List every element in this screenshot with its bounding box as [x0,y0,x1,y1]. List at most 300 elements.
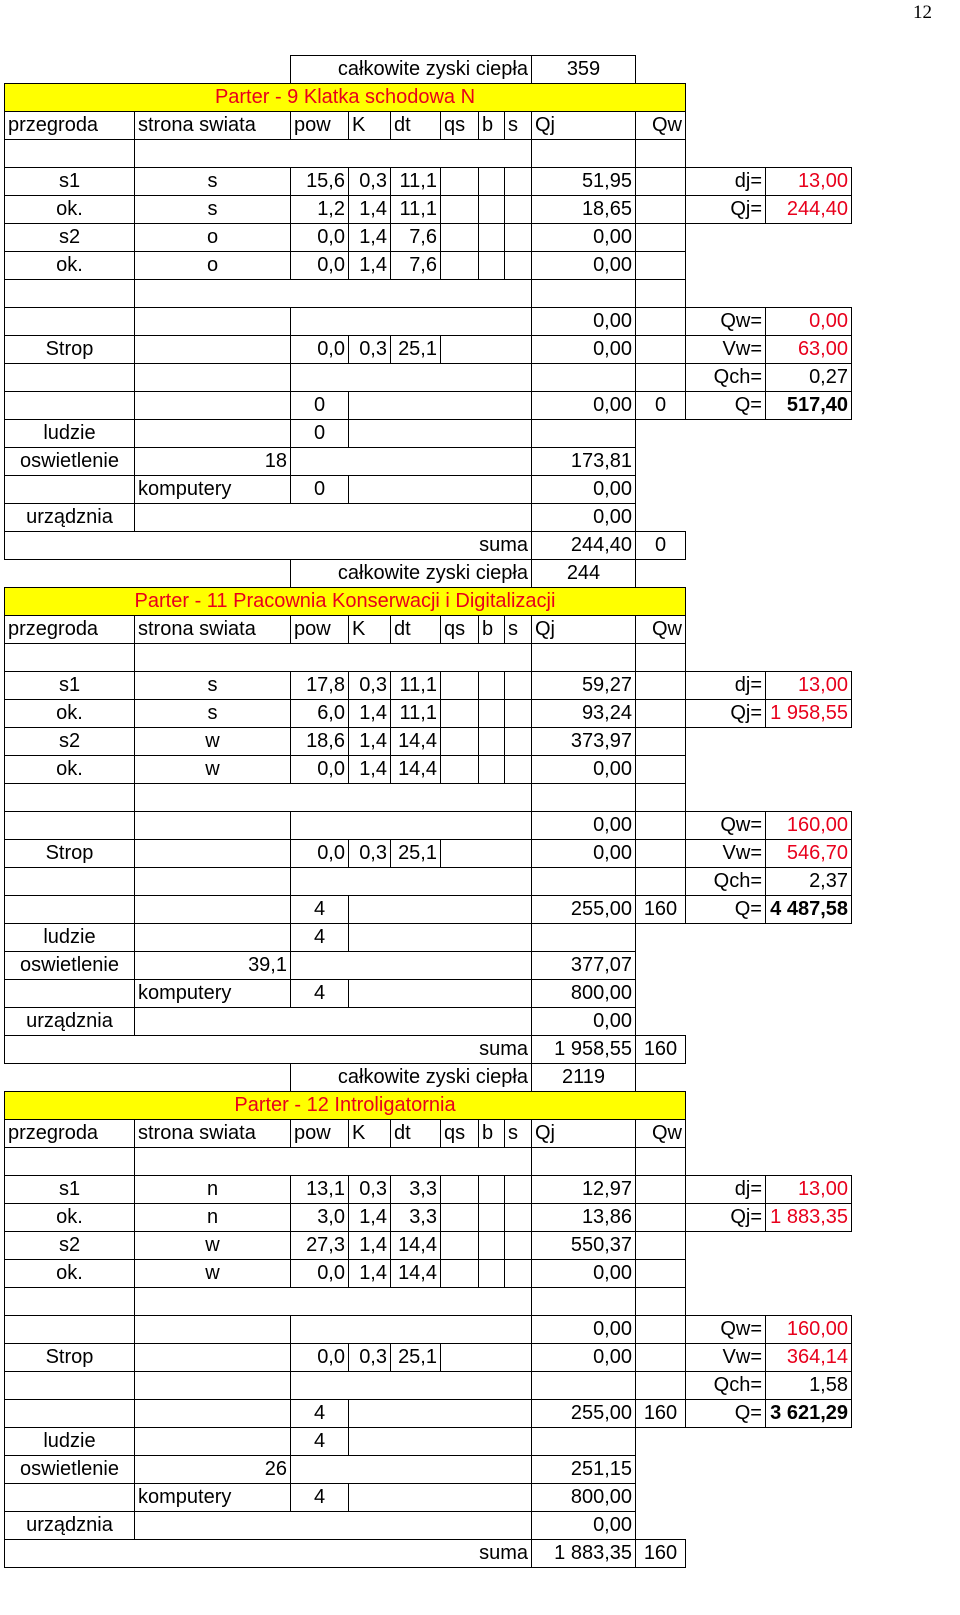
wall-row [5,728,852,756]
empty-cell [636,196,686,224]
param-value-Vw: 546,70 [766,840,852,868]
param-label-Qw: Qw= [686,1316,766,1344]
empty-cell [5,56,291,84]
wall-row [5,672,852,700]
empty-cell [505,252,532,280]
wall-row [5,1232,852,1260]
empty-cell [686,112,852,140]
empty-cell [349,1400,532,1428]
empty-cell [636,1428,852,1456]
wall-qj: 93,24 [532,700,636,728]
wall-k: 1,4 [349,196,391,224]
wall-dt: 14,4 [391,1260,441,1288]
empty-cell [349,420,532,448]
empty-cell [441,252,479,280]
empty-cell [636,560,852,588]
empty-cell [5,476,135,504]
header-qj: Qj [532,1120,636,1148]
strop-row [5,336,852,364]
empty-cell [5,980,135,1008]
sum-qw: 0 [636,532,686,560]
wall-k: 0,3 [349,168,391,196]
empty-cell [686,1540,852,1568]
empty-cell [636,1148,686,1176]
wall-row [5,1176,852,1204]
total-gains-row [5,1064,852,1092]
wall-k: 1,4 [349,224,391,252]
empty-cell [135,420,291,448]
empty-cell [636,140,686,168]
wall-name: s2 [5,224,135,252]
empty-cell [5,812,135,840]
empty-cell [636,168,686,196]
empty-cell [135,840,291,868]
header-przegroda: przegroda [5,112,135,140]
empty-cell [636,1176,686,1204]
strop-area: 0,0 [291,840,349,868]
empty-cell [349,896,532,924]
sum-label: suma [5,1036,532,1064]
empty-cell [636,868,686,896]
strop-k: 0,3 [349,1344,391,1372]
empty-cell [532,1428,636,1456]
empty-cell [135,1372,291,1400]
empty-cell [505,224,532,252]
wall-row [5,1260,852,1288]
wall-dt: 11,1 [391,196,441,224]
lighting-value: 18 [135,448,291,476]
occupancy-qw: 0 [636,392,686,420]
param-label-Qj: Qj= [686,1204,766,1232]
strop-area: 0,0 [291,336,349,364]
wall-k: 0,3 [349,1176,391,1204]
empty-cell [291,868,532,896]
occupancy-qj: 255,00 [532,1400,636,1428]
occupancy-qj: 255,00 [532,896,636,924]
empty-cell [636,252,686,280]
header-b: b [479,616,505,644]
empty-cell [505,1176,532,1204]
wall-side: w [135,756,291,784]
header-s: s [505,112,532,140]
occupancy-qj: 0,00 [532,392,636,420]
wall-side: s [135,196,291,224]
empty-cell [5,1288,135,1316]
people-row [5,924,852,952]
empty-cell [479,672,505,700]
wall-name: ok. [5,756,135,784]
total-gains-label: całkowite zyski ciepła [291,560,532,588]
param-label-Q: Q= [686,896,766,924]
empty-cell [636,56,852,84]
empty-cell [135,1512,532,1540]
empty-cell [135,1008,532,1036]
empty-cell [636,980,852,1008]
empty-cell [636,728,686,756]
wall-k: 1,4 [349,1204,391,1232]
wall-side: n [135,1176,291,1204]
empty-cell [441,1176,479,1204]
devices-qj: 0,00 [532,1008,636,1036]
empty-cell [636,644,686,672]
wall-name: s1 [5,1176,135,1204]
empty-cell [135,504,532,532]
total-gains-value: 2119 [532,1064,636,1092]
empty-cell [5,644,135,672]
empty-cell [505,672,532,700]
empty-cell [686,784,852,812]
empty-cell [636,476,852,504]
lighting-row [5,952,852,980]
param-value-Qch: 2,37 [766,868,852,896]
wall-dt: 11,1 [391,672,441,700]
empty-cell [636,1456,852,1484]
section-title-row [5,1092,852,1120]
header-qs: qs [441,112,479,140]
wall-area: 0,0 [291,1260,349,1288]
wall-row [5,700,852,728]
empty-cell [349,1428,532,1456]
header-dt: dt [391,112,441,140]
header-pow: pow [291,1120,349,1148]
header-k: K [349,616,391,644]
total-gains-row [5,560,852,588]
empty-cell [636,1484,852,1512]
param-value-Qj: 244,40 [766,196,852,224]
devices-row [5,504,852,532]
wall-name: s2 [5,1232,135,1260]
empty-cell [441,756,479,784]
empty-cell [349,1484,532,1512]
header-qw: Qw [636,1120,686,1148]
occupancy-count: 4 [291,1400,349,1428]
total-gains-value: 359 [532,56,636,84]
wall-area: 0,0 [291,252,349,280]
computers-row [5,476,852,504]
empty-cell [291,308,532,336]
total-gains-value: 244 [532,560,636,588]
wall-k: 1,4 [349,700,391,728]
empty-cell [636,308,686,336]
strop-dt: 25,1 [391,840,441,868]
empty-cell [291,1316,532,1344]
empty-cell [505,196,532,224]
sum-row [5,1036,852,1064]
wall-area: 18,6 [291,728,349,756]
empty-cell [686,644,852,672]
param-value-Qw: 0,00 [766,308,852,336]
empty-cell [636,1064,852,1092]
empty-cell [135,1428,291,1456]
param-value-dj: 13,00 [766,168,852,196]
lighting-qj: 377,07 [532,952,636,980]
empty-cell [135,336,291,364]
wall-qj: 18,65 [532,196,636,224]
wall-side: n [135,1204,291,1232]
empty-cell [479,1232,505,1260]
wall-name: ok. [5,252,135,280]
empty-cell [5,560,291,588]
empty-cell [441,1260,479,1288]
empty-cell [479,252,505,280]
wall-side: s [135,672,291,700]
sum-label: suma [5,1540,532,1568]
param-label-Vw: Vw= [686,336,766,364]
sum-qj: 244,40 [532,532,636,560]
empty-cell [135,1316,291,1344]
empty-cell [5,896,135,924]
empty-cell [135,924,291,952]
spacer-row [5,364,852,392]
empty-cell [686,224,852,252]
empty-cell [532,1288,636,1316]
empty-cell [686,1232,852,1260]
empty-cell [291,448,532,476]
occupancy-count: 4 [291,896,349,924]
wall-dt: 14,4 [391,1232,441,1260]
empty-cell [479,1260,505,1288]
param-label-Qj: Qj= [686,700,766,728]
wall-qj: 373,97 [532,728,636,756]
empty-cell [479,196,505,224]
strop-k: 0,3 [349,840,391,868]
people-label: ludzie [5,1428,135,1456]
header-b: b [479,1120,505,1148]
param-label-dj: dj= [686,672,766,700]
header-qs: qs [441,616,479,644]
wall-qj: 0,00 [532,224,636,252]
wall-dt: 14,4 [391,728,441,756]
empty-cell [5,1372,135,1400]
wall-name: s1 [5,168,135,196]
spacer-row [5,1288,852,1316]
wall-name: ok. [5,196,135,224]
header-przegroda: przegroda [5,616,135,644]
empty-cell [291,1456,532,1484]
header-row [5,112,852,140]
empty-cell [686,252,852,280]
computers-qj: 800,00 [532,1484,636,1512]
empty-cell [5,1400,135,1428]
wall-dt: 3,3 [391,1204,441,1232]
empty-cell [532,1148,636,1176]
lighting-value: 39,1 [135,952,291,980]
empty-cell [532,868,636,896]
empty-cell [349,924,532,952]
wall-area: 17,8 [291,672,349,700]
param-value-Qj: 1 958,55 [766,700,852,728]
computers-row [5,1484,852,1512]
empty-cell [636,1344,686,1372]
wall-name: ok. [5,1260,135,1288]
header-strona: strona swiata [135,1120,291,1148]
wall-qj: 0,00 [532,756,636,784]
empty-cell [135,308,291,336]
wall-area: 27,3 [291,1232,349,1260]
param-label-Qch: Qch= [686,868,766,896]
param-value-Qj: 1 883,35 [766,1204,852,1232]
empty-cell [686,1120,852,1148]
empty-cell [532,1372,636,1400]
wall-area: 13,1 [291,1176,349,1204]
lighting-label: oswietlenie [5,1456,135,1484]
empty-cell [479,728,505,756]
header-qj: Qj [532,616,636,644]
strop-qj: 0,00 [532,336,636,364]
empty-cell [505,728,532,756]
header-qw: Qw [636,616,686,644]
lighting-label: oswietlenie [5,448,135,476]
empty-cell [5,1484,135,1512]
empty-cell [291,364,532,392]
empty-cell [686,1148,852,1176]
empty-cell [441,336,532,364]
wall-dt: 11,1 [391,700,441,728]
empty-cell [479,1204,505,1232]
empty-cell [686,616,852,644]
strop-qj: 0,00 [532,1344,636,1372]
empty-cell [636,840,686,868]
wall-row [5,168,852,196]
empty-cell [636,1008,852,1036]
wall-k: 1,4 [349,1260,391,1288]
header-b: b [479,112,505,140]
wall-dt: 3,3 [391,1176,441,1204]
computers-count: 4 [291,1484,349,1512]
empty-cell [5,1064,291,1092]
people-label: ludzie [5,420,135,448]
computers-label: komputery [135,1484,291,1512]
param-label-Q: Q= [686,1400,766,1428]
computers-qj: 0,00 [532,476,636,504]
wall-qj: 59,27 [532,672,636,700]
wall-row [5,196,852,224]
empty-cell [636,924,852,952]
devices-qj: 0,00 [532,1512,636,1540]
section-title: Parter - 12 Introligatornia [5,1092,686,1120]
empty-cell [636,1372,686,1400]
wall-name: s1 [5,672,135,700]
header-pow: pow [291,616,349,644]
wall-qj: 550,37 [532,1232,636,1260]
empty-cell [349,980,532,1008]
param-value-Q: 517,40 [766,392,852,420]
spacer-row [5,868,852,896]
wall-side: w [135,1232,291,1260]
empty-cell [636,280,686,308]
empty-cell [636,812,686,840]
strop-dt: 25,1 [391,336,441,364]
empty-cell [686,588,852,616]
empty-cell [135,1288,532,1316]
strop-dt: 25,1 [391,1344,441,1372]
empty-cell [636,756,686,784]
empty-cell [441,1344,532,1372]
empty-cell [636,1204,686,1232]
empty-cell [636,224,686,252]
param-label-Qw: Qw= [686,308,766,336]
people-label: ludzie [5,924,135,952]
spacer-row [5,1372,852,1400]
sum-qj: 1 958,55 [532,1036,636,1064]
param-value-dj: 13,00 [766,1176,852,1204]
empty-cell [636,420,852,448]
empty-cell [5,308,135,336]
empty-cell [441,672,479,700]
empty-cell [5,140,135,168]
empty-cell [5,364,135,392]
empty-cell [532,280,636,308]
empty-cell [135,1400,291,1428]
empty-cell [686,280,852,308]
strop-row [5,1344,852,1372]
occupancy-row [5,1400,852,1428]
header-qj: Qj [532,112,636,140]
subtotal-qj: 0,00 [532,308,636,336]
section-title-row [5,588,852,616]
empty-cell [532,140,636,168]
empty-cell [5,1148,135,1176]
wall-area: 3,0 [291,1204,349,1232]
lighting-value: 26 [135,1456,291,1484]
param-label-Qw: Qw= [686,812,766,840]
page-number: 12 [913,2,932,23]
computers-count: 0 [291,476,349,504]
empty-cell [505,1232,532,1260]
empty-cell [532,420,636,448]
section-title: Parter - 9 Klatka schodowa N [5,84,686,112]
empty-cell [686,1036,852,1064]
header-strona: strona swiata [135,616,291,644]
param-label-Qch: Qch= [686,364,766,392]
param-label-dj: dj= [686,1176,766,1204]
empty-cell [5,280,135,308]
people-row [5,420,852,448]
empty-cell [135,1344,291,1372]
empty-cell [5,1316,135,1344]
empty-cell [636,1316,686,1344]
param-value-Qw: 160,00 [766,812,852,840]
computers-count: 4 [291,980,349,1008]
header-s: s [505,616,532,644]
wall-row [5,224,852,252]
empty-cell [479,1176,505,1204]
strop-area: 0,0 [291,1344,349,1372]
wall-area: 1,2 [291,196,349,224]
empty-cell [505,756,532,784]
wall-qj: 0,00 [532,1260,636,1288]
empty-cell [135,868,291,896]
empty-cell [135,812,291,840]
spacer-row [5,644,852,672]
empty-cell [135,1148,532,1176]
header-k: K [349,1120,391,1148]
empty-cell [441,168,479,196]
param-value-Q: 3 621,29 [766,1400,852,1428]
wall-side: o [135,224,291,252]
empty-cell [135,784,532,812]
subtotal-qj: 0,00 [532,812,636,840]
param-value-dj: 13,00 [766,672,852,700]
wall-dt: 14,4 [391,756,441,784]
wall-qj: 12,97 [532,1176,636,1204]
sum-qw: 160 [636,1540,686,1568]
devices-label: urządznia [5,1008,135,1036]
empty-cell [636,336,686,364]
param-label-Vw: Vw= [686,1344,766,1372]
empty-cell [636,1288,686,1316]
strop-k: 0,3 [349,336,391,364]
